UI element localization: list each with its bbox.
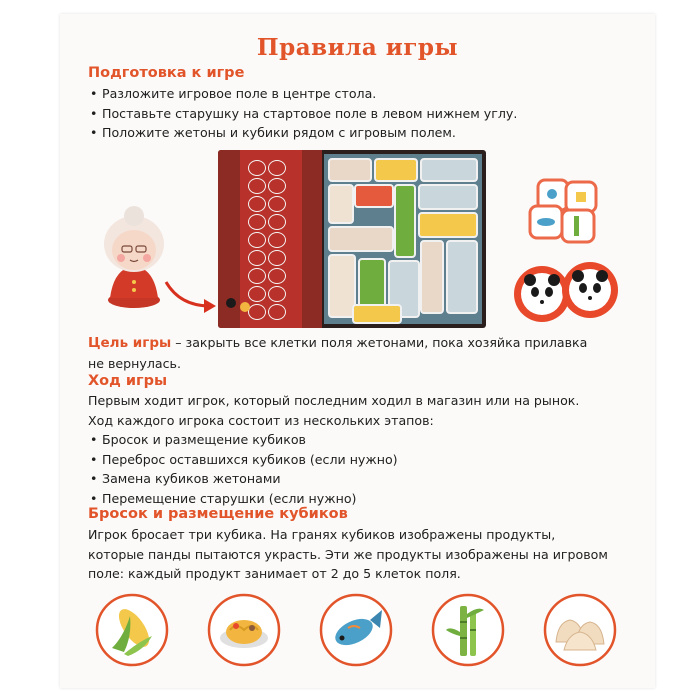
goal-paragraph [88, 333, 648, 373]
dice-image [522, 176, 622, 256]
list-item: • Положите жетоны и кубики рядом с игровым полем. [88, 123, 648, 143]
gameplay-line: Первым ходит игрок, который последним ходил в магазин или на рынок. [88, 393, 580, 408]
list-item: • Замена кубиков жетонами [88, 469, 648, 489]
corn-icon [94, 592, 170, 668]
setup-heading: Подготовка к игре [88, 65, 245, 81]
dice-line: поле: каждый продукт занимает от 2 до 5 клеток поля. [88, 566, 461, 581]
board-walkway [218, 150, 322, 328]
rules-page [60, 14, 655, 688]
gameplay-body [88, 391, 648, 508]
list-item: • Поставьте старушку на стартовое поле в левом нижнем углу. [88, 104, 648, 124]
list-item: • Перемещение старушки (если нужно) [88, 489, 648, 509]
dice-line: которые панды пытаются украсть. Эти же продукты изображены на игровом [88, 546, 608, 562]
fish-icon [318, 592, 394, 668]
dice-section-body [88, 525, 648, 584]
goal-text: – закрыть все клетки поля жетонами, пока хозяйка прилавка [171, 335, 588, 350]
setup-list [88, 84, 648, 143]
list-item: • Бросок и размещение кубиков [88, 430, 648, 450]
board-counter [324, 154, 482, 324]
page-title: Правила игры [256, 34, 459, 61]
dice-line: Игрок бросает три кубика. На гранях кубиков изображены продукты, [88, 527, 556, 542]
goal-text-cont: не вернулась. [88, 355, 181, 371]
game-board-image [218, 150, 486, 328]
arrow-icon [160, 276, 224, 316]
dice-section-heading: Бросок и размещение кубиков [88, 506, 348, 522]
goal-label: Цель игры [88, 335, 172, 351]
bamboo-icon [430, 592, 506, 668]
gameplay-heading: Ход игры [88, 373, 168, 389]
panda-tokens-image [506, 260, 626, 330]
noodles-icon [206, 592, 282, 668]
list-item: • Переброс оставшихся кубиков (если нужно) [88, 450, 648, 470]
dumplings-icon [542, 592, 618, 668]
gameplay-line: Ход каждого игрока состоит из нескольких этапов: [88, 412, 434, 428]
list-item: • Разложите игровое поле в центре стола. [88, 84, 648, 104]
